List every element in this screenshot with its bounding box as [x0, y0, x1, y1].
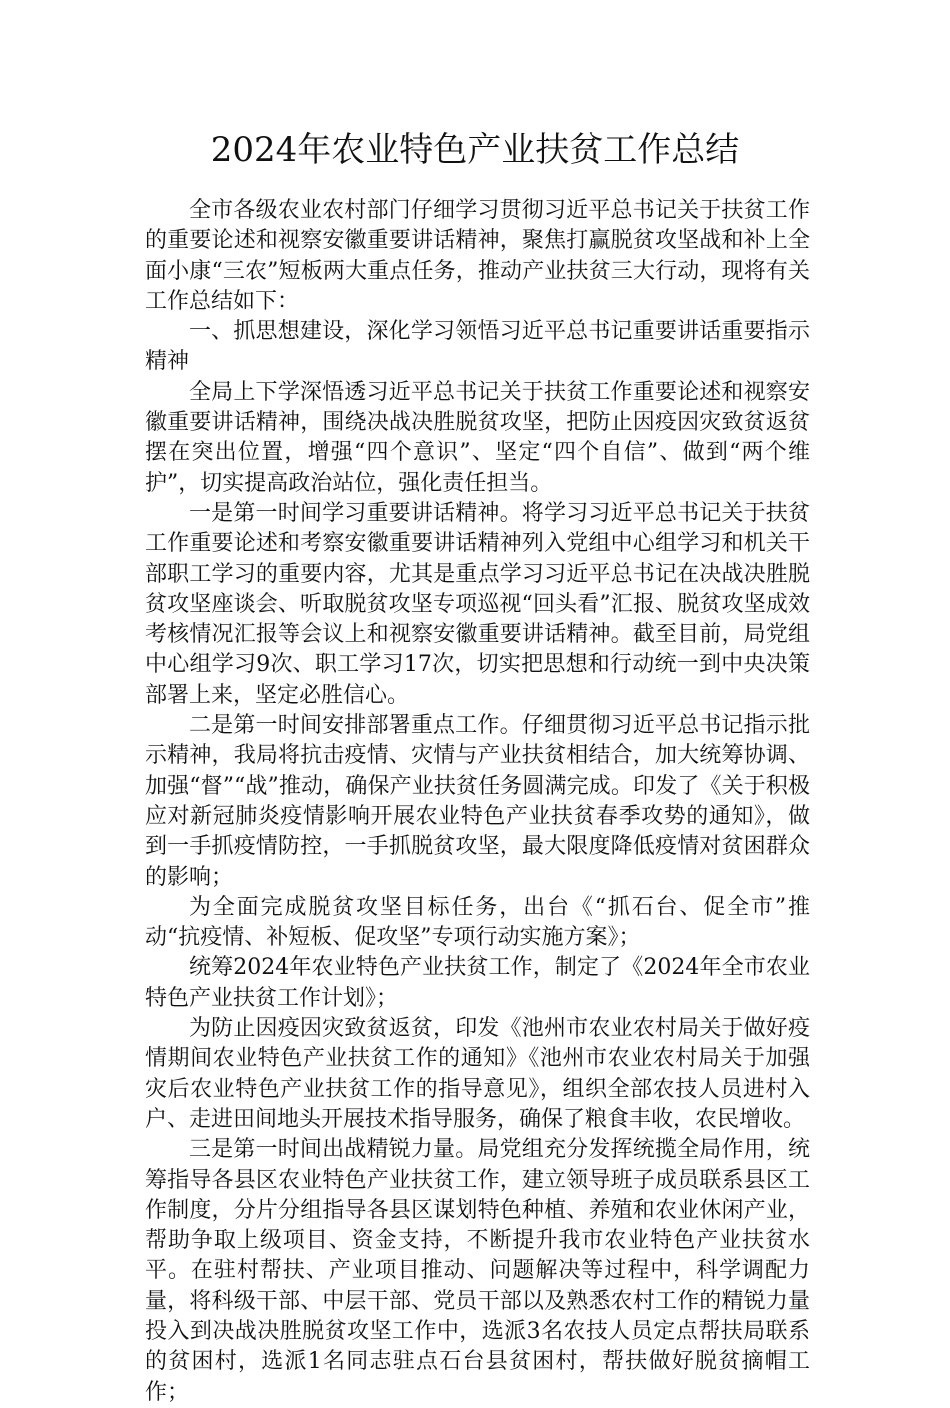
paragraph-plan: 为全面完成脱贫攻坚目标任务，出台《“抓石台、促全市”推动“抗疫情、补短板、促攻坚”专项行动实施方案》； [145, 894, 810, 951]
paragraph-point-2: 二是第一时间安排部署重点工作。仔细贯彻习近平总书记指示批示精神，我局将抗击疫情、灾情与产业扶贫相结合，加大统筹协调、加强“督”“战”推动，确保产业扶贫任务圆满完成。印发了《关于积极应对新冠肺炎疫情影响开展农业特色产业扶贫春季攻势的通知》，做到一手抓疫情防控，一手抓脱贫攻坚，最大限度降低疫情对贫困群众的影响； [145, 713, 810, 890]
document-body [145, 196, 810, 1408]
paragraph-notice: 为防止因疫因灾致贫返贫，印发《池州市农业农村局关于做好疫情期间农业特色产业扶贫工作的通知》《池州市农业农村局关于加强灾后农业特色产业扶贫工作的指导意见》，组织全部农技人员进村入户、走进田间地头开展技术指导服务，确保了粮食丰收，农民增收。 [145, 1016, 810, 1132]
section-heading-1: 一、抓思想建设，深化学习领悟习近平总书记重要讲话重要指示精神 [145, 319, 810, 375]
document-title: 2024年农业特色产业扶贫工作总结 [210, 130, 740, 170]
paragraph-point-1: 一是第一时间学习重要讲话精神。将学习习近平总书记关于扶贫工作重要论述和考察安徽重要讲话精神列入党组中心组学习和机关干部职工学习的重要内容，尤其是重点学习习近平总书记在决战决胜脱贫攻坚座谈会、听取脱贫攻坚专项巡视“回头看”汇报、脱贫攻坚成效考核情况汇报等会议上和视察安徽重要讲话精神。截至目前，局党组中心组学习9次、职工学习17次，切实把思想和行动统一到中央决策部署上来，坚定必胜信心。 [145, 500, 810, 708]
paragraph-work-plan: 统筹2024年农业特色产业扶贫工作，制定了《2024年全市农业特色产业扶贫工作计划》； [145, 955, 810, 1011]
paragraph-point-3: 三是第一时间出战精锐力量。局党组充分发挥统揽全局作用，统筹指导各县区农业特色产业扶贫工作，建立领导班子成员联系县区工作制度，分片分组指导各县区谋划特色种植、养殖和农业休闲产业，帮助争取上级项目、资金支持，不断提升我市农业特色产业扶贫水平。在驻村帮扶、产业项目推动、问题解决等过程中，科学调配力量，将科级干部、中层干部、党员干部以及熟悉农村工作的精锐力量投入到决战决胜脱贫攻坚工作中，选派3名农技人员定点帮扶局联系的贫困村，选派1名同志驻点石台县贫困村，帮扶做好脱贫摘帽工作； [145, 1137, 810, 1405]
paragraph-overview: 全局上下学深悟透习近平总书记关于扶贫工作重要论述和视察安徽重要讲话精神，围绕决战决胜脱贫攻坚，把防止因疫因灾致贫返贫摆在突出位置，增强“四个意识”、坚定“四个自信”、做到“两个维护”，切实提高政治站位，强化责任担当。 [145, 379, 810, 496]
paragraph-intro: 全市各级农业农村部门仔细学习贯彻习近平总书记关于扶贫工作的重要论述和视察安徽重要讲话精神，聚焦打赢脱贫攻坚战和补上全面小康“三农”短板两大重点任务，推动产业扶贫三大行动，现将有关工作总结如下： [145, 198, 810, 314]
